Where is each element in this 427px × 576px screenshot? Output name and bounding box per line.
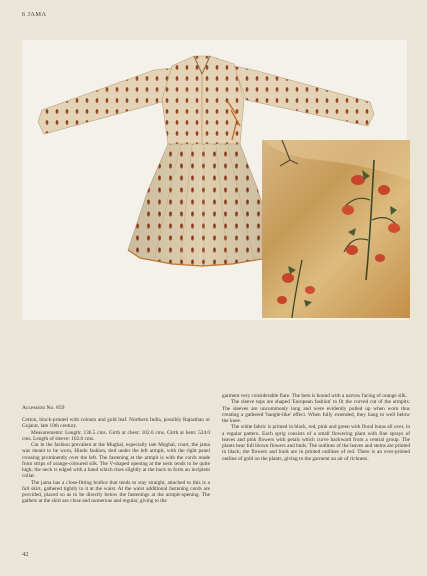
accession-number: Accession No. 859 — [22, 405, 65, 411]
paragraph: Measurements: Length: 136.5 cms. Girth at chest: 102.0 cms. Girth at hem: 524.0 cms. Length of sleeve: 102.0 cms. — [22, 429, 210, 442]
paragraph: The sleeve tops are shaped 'European fashion' to fit the curved cut of the armpits. The sleeves are uncommonly long and were evidently pulled up when worn thus creating a gathered 'bangle-like' effect. When fully extended, they hang to well below the knee. — [222, 399, 410, 424]
textile-detail-photo — [262, 140, 410, 318]
page-number: 42 — [22, 551, 29, 558]
running-head: 6 JAMA — [22, 11, 47, 18]
text-column-left — [22, 417, 210, 505]
text-column-right — [222, 393, 410, 462]
paragraph: Cotton, block-printed with colours and gold leaf. Northern India, possibly Rajasthan or Gujarat, late 19th century. — [22, 417, 210, 430]
paragraph: Cut in the fashion prevalent at the Mughal, especially late Mughal, court, the jama was meant to be worn, Hindu fashion, tied under the left armpit, with the right panel crossing prominently over the left. The fastening at the armpit is with the cords made from strips of orange-coloured silk. The V-shaped opening at the neck tends to be quite high; the neck is edged with a band which rises slightly at the back to form an incipient collar. — [22, 442, 210, 480]
paragraph: garment very considerable flare. The hem is bound with a narrow facing of orange silk. — [222, 393, 407, 399]
paragraph: The white fabric is printed in black, red, pink and green with floral butas all over, in a regular pattern. Each sprig consists of a small flowering plant with fine sprays of leaves and pink flowers with petals which curve backward from a central group. The plants bear full blown flowers and buds. The outlines of the leaves and stems are printed in black; the flowers and buds are in printed outlines of red. There is an over-printed outline of gold on the plants, giving to the garment an air of richness. — [222, 424, 410, 462]
paragraph: The jama has a close-fitting bodice that tends to stay straight, attached to this is a full skirt, gathered tightly to it at the waist. At the waist additional fastening cords are provided, placed so as to be directly below the fastenings at the armpit-opening. The gathers at the skirt are close and numerous and regular, giving to the — [22, 479, 210, 505]
